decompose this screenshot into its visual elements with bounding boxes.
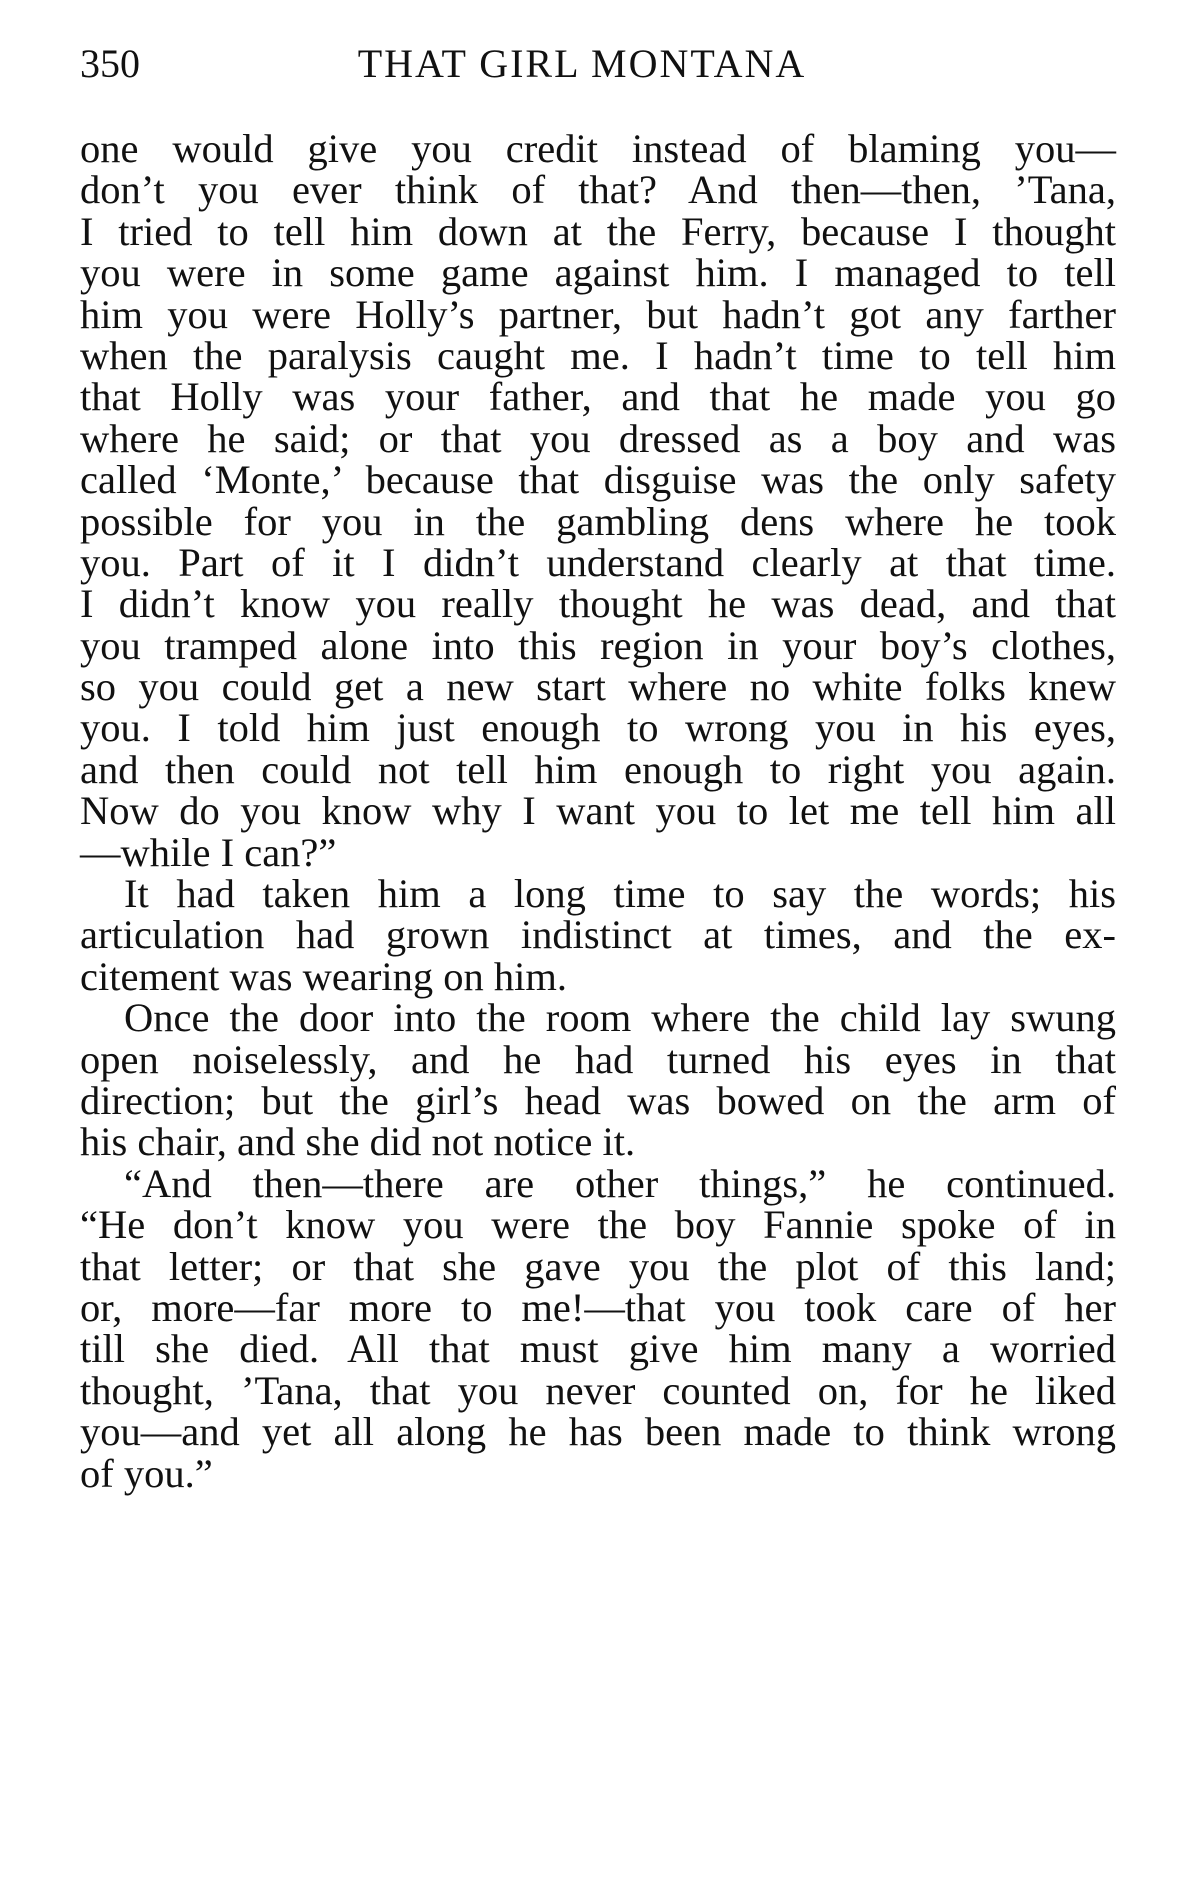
text-line: direction; but the girl’s head was bowed on the arm of [80,1077,1116,1123]
text-line: you tramped alone into this region in your boy’s clothes, [80,622,1116,668]
text-line: citement was wearing on him. [80,953,567,999]
running-title: THAT GIRL MONTANA [357,41,807,86]
page-number: 350 [80,41,140,86]
text-line: his chair, and she did not notice it. [80,1119,636,1165]
text-line: that letter; or that she gave you the plot of this land; [80,1243,1116,1289]
text-line: called ‘Monte,’ because that disguise was the only safety [80,457,1116,503]
text-line: Now do you know why I want you to let me tell him all [80,788,1116,834]
text-line: It had taken him a long time to say the words; his [124,871,1116,917]
text-line: so you could get a new start where no white folks knew [80,664,1116,710]
text-line: you were in some game against him. I managed to tell [80,250,1116,296]
text-line: where he said; or that you dressed as a boy and was [80,415,1116,461]
text-line: Once the door into the room where the child lay swung [124,995,1116,1041]
text-line: don’t you ever think of that? And then—then, ’Tana, [80,167,1116,213]
text-line: you. Part of it I didn’t understand clearly at that time. [80,539,1116,585]
page-header [80,36,1120,92]
text-line: —while I can?” [80,829,337,875]
text-line: when the paralysis caught me. I hadn’t time to tell him [80,332,1116,378]
text-line: and then could not tell him enough to right you again. [80,746,1116,792]
text-line: open noiselessly, and he had turned his eyes in that [80,1036,1116,1082]
text-line: thought, ’Tana, that you never counted on, for he liked [80,1367,1116,1413]
text-line: till she died. All that must give him many a worried [80,1326,1116,1372]
text-line: you. I told him just enough to wrong you in his eyes, [80,705,1116,751]
text-line: one would give you credit instead of blaming you— [80,126,1116,171]
text-line: I tried to tell him down at the Ferry, because I thought [80,208,1116,254]
body-text [80,128,1116,1494]
text-line: of you.” [80,1450,213,1496]
text-line: articulation had grown indistinct at times, and the ex- [80,912,1116,958]
text-line: you—and yet all along he has been made to think wrong [80,1409,1116,1455]
text-line: I didn’t know you really thought he was dead, and that [80,581,1116,627]
text-line: that Holly was your father, and that he made you go [80,374,1116,420]
text-line: possible for you in the gambling dens where he took [80,498,1116,544]
text-line: “And then—there are other things,” he continued. [124,1160,1116,1206]
text-line: “He don’t know you were the boy Fannie spoke of in [80,1202,1116,1248]
text-line: him you were Holly’s partner, but hadn’t got any farther [80,291,1116,337]
text-line: or, more—far more to me!—that you took care of her [80,1284,1116,1330]
